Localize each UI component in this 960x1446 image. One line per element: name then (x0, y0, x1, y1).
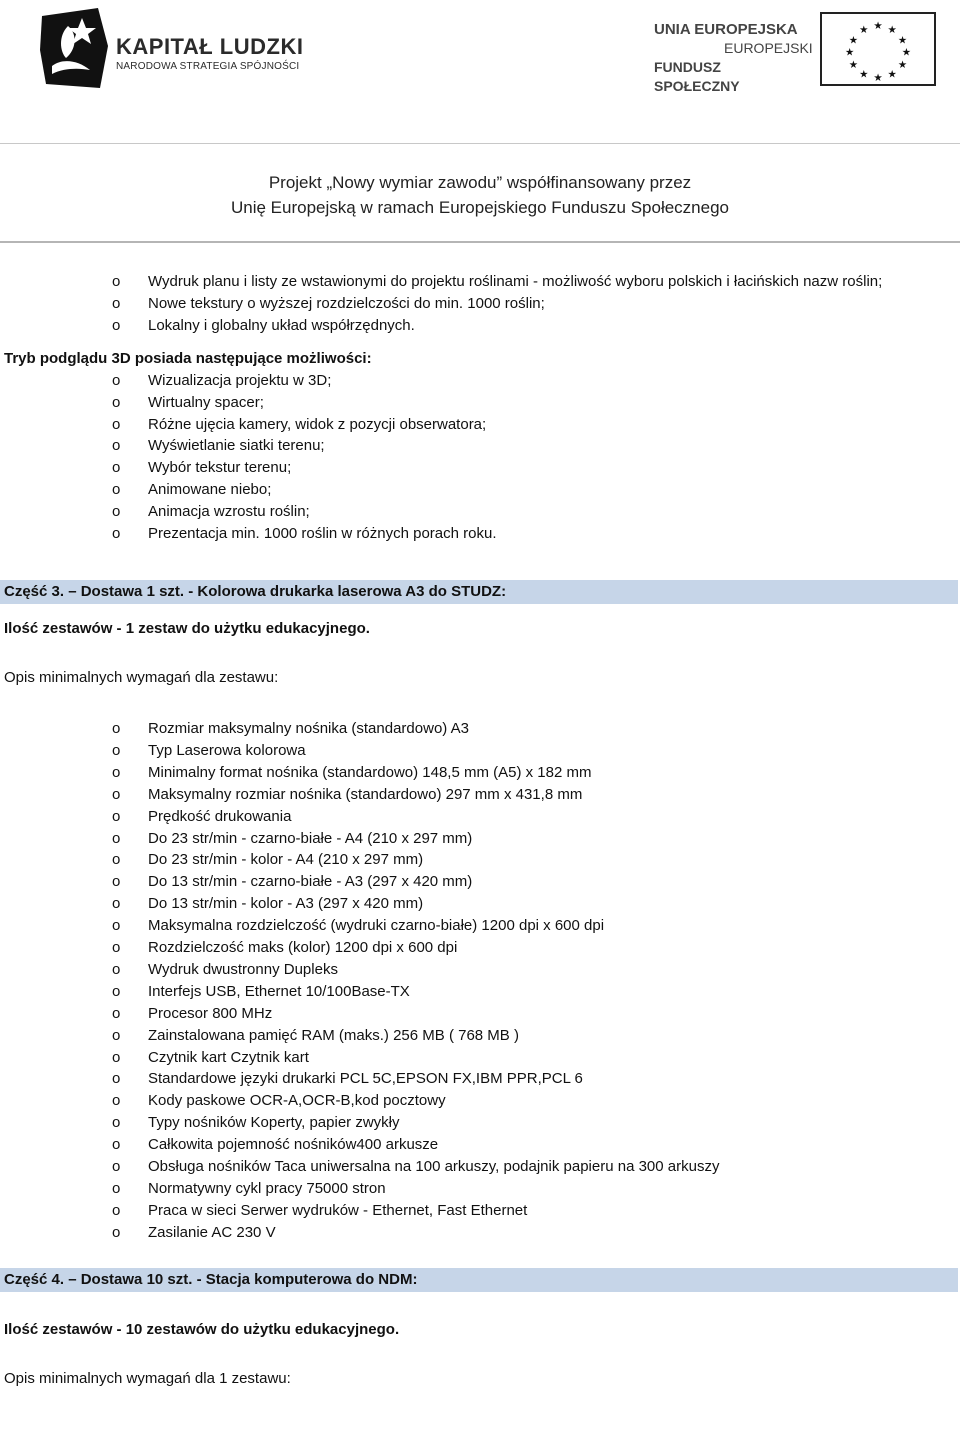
list-item: o Całkowita pojemność nośników400 arkusze (0, 1134, 960, 1156)
list-item: o Animowane niebo; (0, 479, 960, 501)
svg-text:★: ★ (887, 23, 897, 36)
svg-text:★: ★ (844, 46, 855, 59)
list-item: o Do 23 str/min - czarno-białe - A4 (210 x 297 mm) (0, 828, 960, 850)
list-item: o Typy nośników Koperty, papier zwykły (0, 1112, 960, 1134)
list-item: o Zainstalowana pamięć RAM (maks.) 256 MB ( 768 MB ) (0, 1025, 960, 1047)
part4-quantity: Ilość zestawów - 10 zestawów do użytku edukacyjnego. (4, 1320, 400, 1338)
list-item: o Nowe tekstury o wyższej rozdzielczości do min. 1000 roślin; (0, 293, 960, 315)
list-item: o Normatywny cykl pracy 75000 stron (0, 1178, 960, 1200)
list-item: o Różne ujęcia kamery, widok z pozycji obserwatora; (0, 414, 960, 436)
list-item: o Minimalny format nośnika (standardowo) 148,5 mm (A5) x 182 mm (0, 762, 960, 784)
kapital-ludzki-text (116, 36, 303, 72)
svg-text:★: ★ (859, 68, 869, 81)
list-item: o Do 13 str/min - czarno-białe - A3 (297 x 420 mm) (0, 871, 960, 893)
kl-subtitle: NARODOWA STRATEGIA SPÓJNOŚCI (116, 61, 300, 72)
list-item: o Wyświetlanie siatki terenu; (0, 435, 960, 457)
svg-text:★: ★ (848, 34, 859, 47)
kl-title: KAPITAŁ LUDZKI (116, 34, 304, 59)
eu-flag-icon (820, 12, 936, 86)
list-item: o Wirtualny spacer; (0, 392, 960, 414)
project-line1: Projekt „Nowy wymiar zawodu” współfinansowany przez (268, 173, 692, 192)
part3-quantity: Ilość zestawów - 1 zestaw do użytku edukacyjnego. (4, 619, 370, 637)
project-rule (0, 241, 960, 243)
svg-text:★: ★ (873, 20, 883, 33)
part3-heading: Część 3. – Dostawa 1 szt. - Kolorowa drukarka laserowa A3 do STUDZ: (0, 580, 958, 604)
list-item: o Animacja wzrostu roślin; (0, 501, 960, 523)
list-item: o Maksymalna rozdzielczość (wydruki czarno-białe) 1200 dpi x 600 dpi (0, 915, 960, 937)
eu-line3: FUNDUSZ SPOŁECZNY (654, 59, 740, 94)
list-item: o Praca w sieci Serwer wydruków - Ethernet, Fast Ethernet (0, 1200, 960, 1222)
list-item: o Typ Laserowa kolorowa (0, 740, 960, 762)
part4-requirements-label: Opis minimalnych wymagań dla 1 zestawu: (4, 1369, 291, 1387)
project-line2: Unię Europejską w ramach Europejskiego Funduszu Społecznego (230, 198, 729, 217)
svg-text:★: ★ (859, 23, 869, 36)
list-item: o Procesor 800 MHz (0, 1003, 960, 1025)
svg-text:★: ★ (897, 58, 908, 71)
document-header (0, 0, 960, 100)
list-printer-specs (0, 718, 960, 1244)
list-item: o Rozdzielczość maks (kolor) 1200 dpi x 600 dpi (0, 937, 960, 959)
list-item: o Do 23 str/min - kolor - A4 (210 x 297 mm) (0, 849, 960, 871)
part3-requirements-label: Opis minimalnych wymagań dla zestawu: (4, 668, 279, 686)
list-item: o Wizualizacja projektu w 3D; (0, 370, 960, 392)
list-item: o Maksymalny rozmiar nośnika (standardowo) 297 mm x 431,8 mm (0, 784, 960, 806)
list-item: o Czytnik kart Czytnik kart (0, 1047, 960, 1069)
svg-text:★: ★ (887, 68, 897, 81)
svg-text:★: ★ (873, 72, 883, 85)
list-item: o Wydruk dwustronny Dupleks (0, 959, 960, 981)
list-3d-features (0, 370, 960, 545)
eu-line2: EUROPEJSKI (724, 40, 813, 56)
list-item: o Zasilanie AC 230 V (0, 1222, 960, 1244)
project-title (0, 170, 960, 220)
svg-text:★: ★ (848, 58, 859, 71)
list-item: o Lokalny i globalny układ współrzędnych. (0, 315, 960, 337)
document-body (0, 271, 960, 1390)
list-item: o Prędkość drukowania (0, 806, 960, 828)
header-rule (0, 143, 960, 144)
list-item: o Obsługa nośników Taca uniwersalna na 100 arkuszy, podajnik papieru na 300 arkuszy (0, 1156, 960, 1178)
svg-text:★: ★ (897, 34, 908, 47)
list-item: o Wydruk planu i listy ze wstawionymi do projektu roślinami - możliwość wyboru polskich i łacińskich nazw roślin; (0, 271, 960, 293)
list-item: o Rozmiar maksymalny nośnika (standardowo) A3 (0, 718, 960, 740)
list-plan-features (0, 271, 960, 337)
list-item: o Do 13 str/min - kolor - A3 (297 x 420 mm) (0, 893, 960, 915)
kapital-ludzki-logo-icon (38, 6, 113, 90)
tryb-heading: Tryb podglądu 3D posiada następujące możliwości: (4, 349, 372, 367)
part4-heading: Część 4. – Dostawa 10 szt. - Stacja komputerowa do NDM: (0, 1268, 958, 1292)
svg-text:★: ★ (901, 46, 912, 59)
list-item: o Interfejs USB, Ethernet 10/100Base-TX (0, 981, 960, 1003)
eu-line1: UNIA EUROPEJSKA (654, 21, 798, 38)
list-item: o Standardowe języki drukarki PCL 5C,EPSON FX,IBM PPR,PCL 6 (0, 1068, 960, 1090)
list-item: o Prezentacja min. 1000 roślin w różnych porach roku. (0, 523, 960, 545)
eu-text (654, 20, 813, 96)
list-item: o Wybór tekstur terenu; (0, 457, 960, 479)
list-item: o Kody paskowe OCR-A,OCR-B,kod pocztowy (0, 1090, 960, 1112)
